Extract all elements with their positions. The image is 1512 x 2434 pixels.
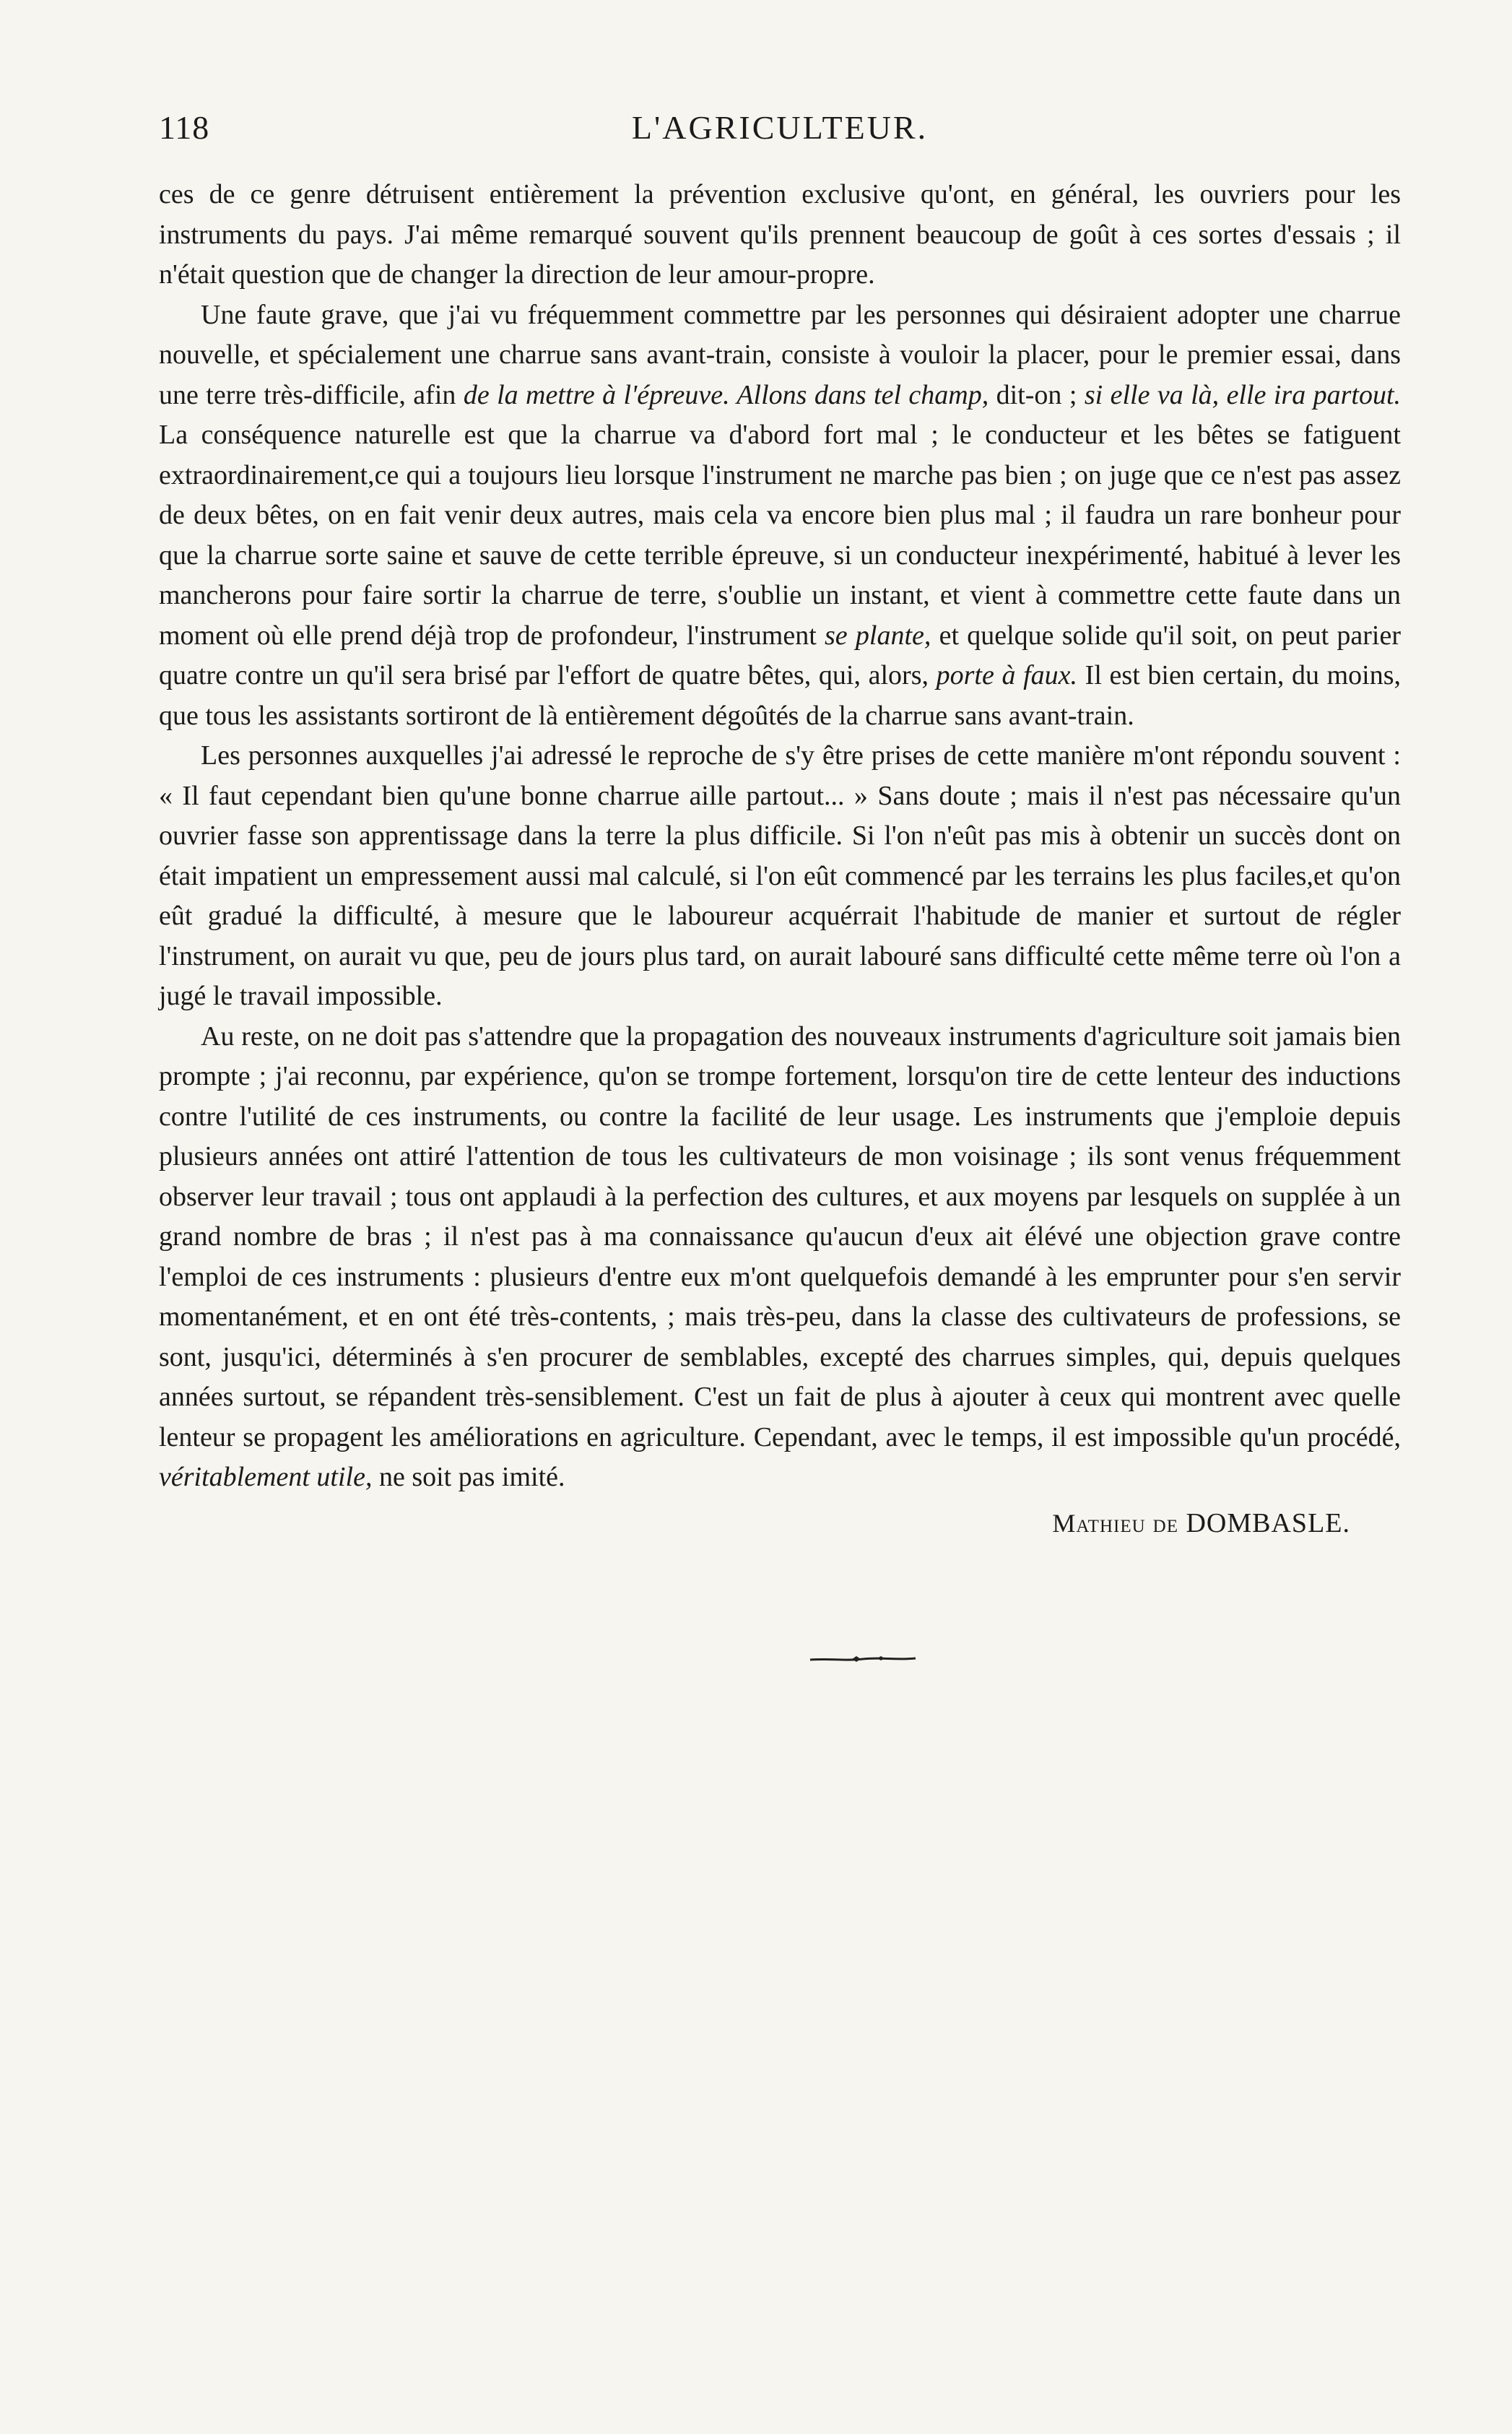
text-run: La conséquence naturelle est que la charrue va d'abord fort mal ; le conducteur et les bêtes se fatiguent extraordinairement,ce qui a toujours lieu lorsque l'instrument ne marche pas bien ; on juge que ce n'est pas assez de deux bêtes, on en fait venir deux autres, mais cela va encore bien plus mal ; il faudra un rare bonheur pour que la charrue sorte saine et sauve de cette terrible épreuve, si un conducteur inexpérimenté, habitué à lever les mancherons pour faire sortir la charrue de terre, s'oublie un instant, et vient à commettre cette faute dans un moment où elle prend déjà trop de profondeur, l'instrument [159, 420, 1401, 651]
page-number: 118 [159, 109, 210, 146]
page-header [159, 108, 1401, 166]
page [159, 108, 1401, 1543]
paragraph [159, 1017, 1401, 1498]
text-run: et quelque solide qu'il soit, on peut parier quatre contre un qu'il sera brisé par l'effort de quatre bêtes, qui, alors, [159, 620, 1402, 690]
italic-text: de la mettre à l'épreuve. Allons dans tel champ, [463, 379, 989, 410]
text-run: Les personnes auxquelles j'ai adressé le reproche de s'y être prises de cette manière m'ont répondu souvent : « Il faut cependant bien qu'une bonne charrue aille partout... » Sans doute ; mais il n'est pas nécessaire qu'un ouvrier fasse son apprentissage dans la terre la plus difficile. Si l'on n'eût pas mis à obtenir un succès dont on était impatient un empressement aussi mal calculé, si l'on eût commencé par les terrains les plus faciles,et qu'on eût gradué la difficulté, à mesure que le laboureur acquérrait l'habitude de manier et surtout de régler l'instrument, on aurait vu que, peu de jours plus tard, on aurait labouré sans difficulté cette même terre où l'on a jugé le travail impossible. [159, 740, 1401, 1011]
text-run: Il est bien certain, du moins, que tous les assistants sortiront de là entièrement dégoûtés de la charrue sans avant-train. [159, 660, 1401, 731]
text-run: ne soit pas imité. [372, 1462, 565, 1492]
text-run: dit-on ; [989, 379, 1085, 410]
text-run: Au reste, on ne doit pas s'attendre que la propagation des nouveaux instruments d'agriculture soit jamais bien prompte ; j'ai reconnu, par expérience, qu'on se trompe fortement, lorsqu'on tire de cette lenteur des inductions contre l'utilité de ces instruments, ou contre la facilité de leur usage. Les instruments que j'emploie depuis plusieurs années ont attiré l'attention de tous les cultivateurs de mon voisinage ; ils sont venus fréquemment observer leur travail ; tous ont applaudi à la perfection des cultures, et aux moyens par lesquels on supplée à un grand nombre de bras ; il n'est pas à ma connaissance qu'aucun d'eux ait élévé une objection grave contre l'emploi de ces instruments : plusieurs d'entre eux m'ont quelquefois demandé à les emprunter pour s'en servir momentanément, et en ont été très-contents, ; mais très-peu, dans la classe des cultivateurs de professions, se sont, jusqu'ici, déterminés à s'en procurer de semblables, excepté des charrues simples, qui, depuis quelques années surtout, se répandent très-sensiblement. C'est un fait de plus à ajouter à ceux qui montrent avec quelle lenteur se propagent les améliorations en agriculture. Cependant, avec le temps, il est impossible qu'un procédé, [159, 1021, 1401, 1452]
italic-text: véritablement utile, [159, 1462, 373, 1492]
running-title: L'AGRICULTEUR. [631, 109, 929, 146]
text-run: ces de ce genre détruisent entièrement la prévention exclusive qu'ont, en général, les ouvriers pour les instruments du pays. J'ai même remarqué souvent qu'ils prennent beaucoup de goût à ces sortes d'essais ; il n'était question que de changer la direction de leur amour-propre. [159, 179, 1401, 290]
paragraph [159, 175, 1401, 295]
author-last-name: DOMBASLE. [1186, 1507, 1350, 1538]
text-run: Une faute grave, que j'ai vu fréquemment commettre par les personnes qui désiraient adopter une charrue nouvelle, et spécialement une charrue sans avant-train, consiste à vouloir la placer, pour le premier essai, dans une terre très-difficile, afin [159, 299, 1401, 410]
author-signature [159, 1504, 1401, 1543]
body-text [159, 175, 1401, 1498]
end-ornament [809, 1654, 917, 1664]
paragraph [159, 295, 1401, 737]
paragraph [159, 736, 1401, 1017]
italic-text: si elle va là, elle ira partout. [1084, 379, 1402, 410]
italic-text: porte à faux. [936, 660, 1078, 690]
italic-text: se plante, [825, 620, 931, 651]
author-first-name: Mathieu de [1052, 1508, 1178, 1538]
